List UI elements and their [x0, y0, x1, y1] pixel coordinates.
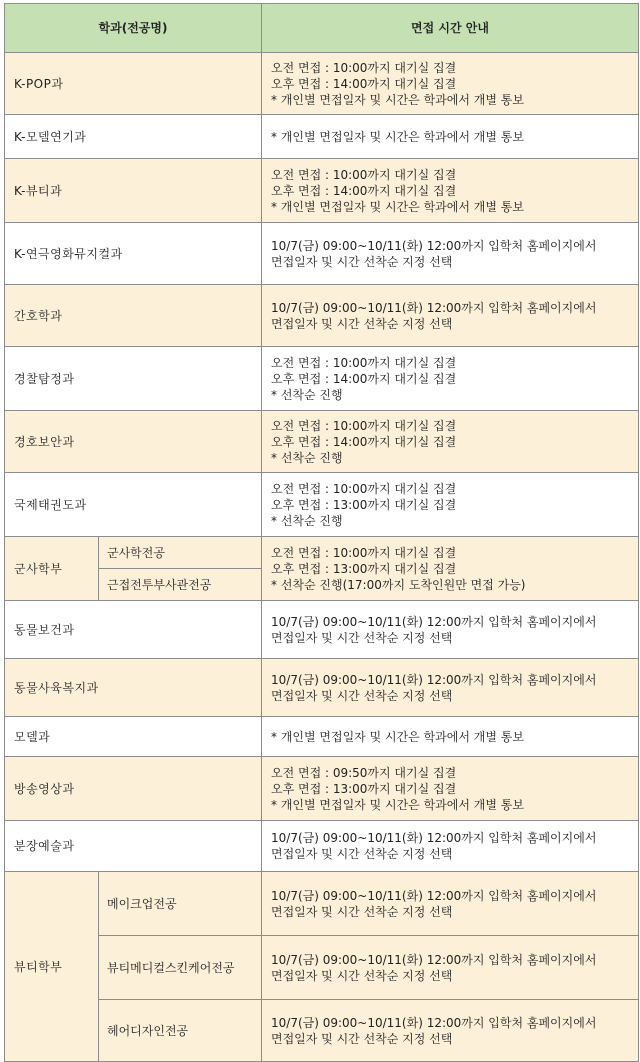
- table-body: [5, 53, 639, 1062]
- major-cell: 헤어디자인전공: [99, 1000, 262, 1062]
- info-line: * 선착순 진행(17:00까지 도착인원만 면접 가능): [271, 577, 526, 592]
- info-line: * 선착순 진행: [271, 513, 343, 528]
- department-cell: 군사학부: [5, 537, 99, 601]
- info-line: 면접일자 및 시간 선착순 지정 선택: [271, 630, 453, 645]
- info-line: 면접일자 및 시간 선착순 지정 선택: [271, 1031, 453, 1046]
- info-line: * 개인별 면접일자 및 시간은 학과에서 개별 통보: [271, 129, 524, 144]
- interview-info-cell: [262, 411, 639, 473]
- info-line: 오전 면접 : 10:00까지 대기실 집결: [271, 167, 457, 182]
- department-cell: 동물보건과: [5, 601, 262, 659]
- department-cell: 간호학과: [5, 285, 262, 347]
- table-row: [5, 821, 639, 872]
- info-line: 오후 면접 : 14:00까지 대기실 집결: [271, 434, 457, 449]
- info-line: 10/7(금) 09:00~10/11(화) 12:00까지 입학처 홈페이지에서: [271, 614, 597, 629]
- department-header: 학과(전공명): [5, 4, 262, 53]
- department-cell: 경호보안과: [5, 411, 262, 473]
- interview-info-cell: [262, 537, 639, 601]
- interview-info-cell: [262, 872, 639, 936]
- table-row: [5, 757, 639, 821]
- info-line: 10/7(금) 09:00~10/11(화) 12:00까지 입학처 홈페이지에서: [271, 952, 597, 967]
- info-line: * 개인별 면접일자 및 시간은 학과에서 개별 통보: [271, 797, 524, 812]
- department-cell: 모델과: [5, 717, 262, 757]
- info-header: 면접 시간 안내: [262, 4, 639, 53]
- interview-info-cell: [262, 601, 639, 659]
- table-row: [5, 537, 639, 569]
- info-line: 면접일자 및 시간 선착순 지정 선택: [271, 688, 453, 703]
- table-row: [5, 347, 639, 411]
- interview-schedule-table: [4, 3, 639, 1062]
- info-line: 오후 면접 : 14:00까지 대기실 집결: [271, 183, 457, 198]
- department-cell: K-뷰티과: [5, 159, 262, 223]
- info-line: * 선착순 진행: [271, 450, 343, 465]
- department-cell: K-모델연기과: [5, 115, 262, 159]
- interview-info-cell: [262, 223, 639, 285]
- interview-info-cell: [262, 285, 639, 347]
- major-cell: 뷰티메디컬스킨케어전공: [99, 936, 262, 1000]
- info-line: 10/7(금) 09:00~10/11(화) 12:00까지 입학처 홈페이지에서: [271, 300, 597, 315]
- interview-info-cell: [262, 115, 639, 159]
- info-line: 오전 면접 : 10:00까지 대기실 집결: [271, 418, 457, 433]
- table-row: [5, 936, 639, 1000]
- table-row: [5, 223, 639, 285]
- interview-info-cell: [262, 1000, 639, 1062]
- info-line: 10/7(금) 09:00~10/11(화) 12:00까지 입학처 홈페이지에서: [271, 238, 597, 253]
- info-line: 오전 면접 : 10:00까지 대기실 집결: [271, 355, 457, 370]
- info-line: 면접일자 및 시간 선착순 지정 선택: [271, 316, 453, 331]
- interview-info-cell: [262, 757, 639, 821]
- info-line: 오전 면접 : 10:00까지 대기실 집결: [271, 545, 457, 560]
- interview-info-cell: [262, 473, 639, 537]
- table-row: [5, 1000, 639, 1062]
- info-line: 오후 면접 : 13:00까지 대기실 집결: [271, 497, 457, 512]
- interview-info-cell: [262, 159, 639, 223]
- department-cell: 경찰탐정과: [5, 347, 262, 411]
- table-row: [5, 659, 639, 717]
- interview-info-cell: [262, 717, 639, 757]
- info-line: 오후 면접 : 13:00까지 대기실 집결: [271, 561, 457, 576]
- info-line: 오전 면접 : 10:00까지 대기실 집결: [271, 60, 457, 75]
- info-line: 면접일자 및 시간 선착순 지정 선택: [271, 904, 453, 919]
- interview-info-cell: [262, 347, 639, 411]
- department-cell: 분장예술과: [5, 821, 262, 872]
- header-row: [5, 4, 639, 53]
- major-cell: 군사학전공: [99, 537, 262, 569]
- table-row: [5, 872, 639, 936]
- table-row: [5, 285, 639, 347]
- table-row: [5, 601, 639, 659]
- interview-info-cell: [262, 659, 639, 717]
- department-cell: 뷰티학부: [5, 872, 99, 1062]
- department-cell: 방송영상과: [5, 757, 262, 821]
- interview-info-cell: [262, 936, 639, 1000]
- info-line: * 개인별 면접일자 및 시간은 학과에서 개별 통보: [271, 729, 524, 744]
- table-row: [5, 473, 639, 537]
- info-line: 면접일자 및 시간 선착순 지정 선택: [271, 847, 453, 861]
- interview-info-cell: [262, 821, 639, 872]
- major-cell: 메이크업전공: [99, 872, 262, 936]
- info-line: 면접일자 및 시간 선착순 지정 선택: [271, 254, 453, 269]
- table-row: [5, 115, 639, 159]
- info-line: * 개인별 면접일자 및 시간은 학과에서 개별 통보: [271, 92, 524, 107]
- department-cell: K-연극영화뮤지컬과: [5, 223, 262, 285]
- info-line: 10/7(금) 09:00~10/11(화) 12:00까지 입학처 홈페이지에서: [271, 888, 597, 903]
- info-line: * 개인별 면접일자 및 시간은 학과에서 개별 통보: [271, 199, 524, 214]
- table-row: [5, 159, 639, 223]
- department-cell: K-POP과: [5, 53, 262, 115]
- info-line: 오전 면접 : 10:00까지 대기실 집결: [271, 481, 457, 496]
- info-line: 10/7(금) 09:00~10/11(화) 12:00까지 입학처 홈페이지에서: [271, 672, 597, 687]
- department-cell: 동물사육복지과: [5, 659, 262, 717]
- department-cell: 국제태권도과: [5, 473, 262, 537]
- info-line: 면접일자 및 시간 선착순 지정 선택: [271, 968, 453, 983]
- table-row: [5, 717, 639, 757]
- info-line: 10/7(금) 09:00~10/11(화) 12:00까지 입학처 홈페이지에서: [271, 1015, 597, 1030]
- table-row: [5, 53, 639, 115]
- interview-info-cell: [262, 53, 639, 115]
- table-row: [5, 411, 639, 473]
- info-line: 오후 면접 : 14:00까지 대기실 집결: [271, 371, 457, 386]
- info-line: 오후 면접 : 14:00까지 대기실 집결: [271, 76, 457, 91]
- info-line: 10/7(금) 09:00~10/11(화) 12:00까지 입학처 홈페이지에서: [271, 831, 597, 845]
- major-cell: 근접전투부사관전공: [99, 569, 262, 601]
- info-line: * 선착순 진행: [271, 387, 343, 402]
- info-line: 오전 면접 : 09:50까지 대기실 집결: [271, 765, 457, 780]
- info-line: 오후 면접 : 13:00까지 대기실 집결: [271, 781, 457, 796]
